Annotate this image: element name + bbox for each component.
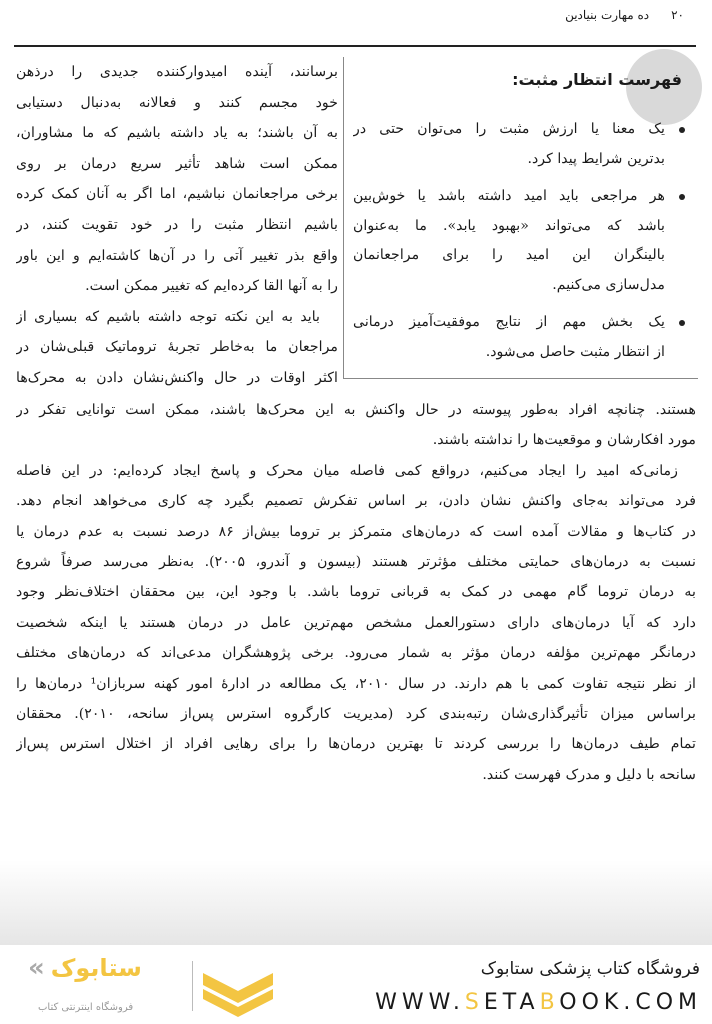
text-line: بدترین شرایط پیدا کرد.: [527, 150, 665, 167]
text-line: مراجعان ما به‌خاطر تجربهٔ تروماتیک قبلی‌شان در: [16, 339, 338, 356]
text-line: از نظر نتیجه تفاوت کمی با هم دارند. در سال ۲۰۱۰، یک مطالعه در ادارهٔ امور کهنه سربازان¹ درمان‌ها را: [16, 675, 696, 692]
header-rule: [14, 45, 696, 47]
text-line: از انتظار مثبت حاصل می‌شود.: [485, 343, 665, 360]
logo-wordmark: ستابوک: [50, 954, 142, 982]
chevrons-icon: «: [28, 953, 45, 983]
text-line: زمانی‌که امید را ایجاد می‌کنیم، درواقع کمی فاصله میان محرک و پاسخ ایجاد کرده‌ایم: در این فاصله: [16, 462, 678, 479]
text-line: مورد افکارشان و موقعیت‌ها را نداشته باشند.: [432, 432, 696, 449]
text-line: را به آنها القا کرده‌ایم که تغییر ممکن است.: [85, 278, 338, 295]
text-line: سانحه با دلیل و مدرک فهرست کنند.: [482, 766, 696, 783]
text-line: بالینگران این امید را برای مراجعانمان: [353, 247, 665, 263]
url-part: ETA: [483, 990, 540, 1015]
url-part: OOK.COM: [559, 990, 702, 1015]
text-line: اکثر اوقات در حال واکنش‌نشان دادن به محرک‌ها: [16, 369, 338, 386]
setabook-logo: [28, 951, 142, 985]
bullet-item: [353, 308, 665, 367]
text-line: خود مجسم کنند و فعالانه به‌دنبال دستیابی: [16, 94, 338, 111]
text-line: باشیم انتظار مثبت را در خود تقویت کنند، در: [16, 216, 338, 233]
shop-url[interactable]: [375, 990, 702, 1015]
text-line: تمام طیف درمان‌ها را بررسی کردند تا بهترین درمان‌ها را برای رهایی افراد از اختلال استرس پس‌از: [16, 736, 696, 753]
shop-name: فروشگاه کتاب پزشکی ستابوک: [480, 959, 700, 979]
body-text: [16, 395, 696, 790]
text-line: باید به این نکته توجه داشته باشیم که بسیاری از: [16, 308, 320, 325]
url-part: B: [539, 990, 560, 1015]
text-line: نسبت به درمان‌های حمایتی مختلف مؤثرتر هستند (بیسون و آندرو، ۲۰۰۵). به‌نظر می‌رسد صرفاً شروع: [16, 553, 696, 570]
text-line: در کتاب‌ها و مقالات آمده است که درمان‌های متمرکز بر تروما بیش‌از ۸۶ درصد نسبت به عدم درمان یا: [16, 523, 696, 540]
bullet-list: [353, 115, 665, 375]
text-line: واقع بذر تغییر آتی را در آن‌ها کاشته‌ایم و این باور: [16, 247, 338, 264]
bullet-icon: [679, 320, 685, 326]
bullet-icon: [679, 194, 685, 200]
bullet-icon: [679, 127, 685, 133]
box-title: فهرست انتظار مثبت:: [512, 70, 682, 89]
running-header: [565, 8, 684, 22]
column-text: [16, 57, 338, 394]
text-line: هر مراجعی باید امید داشته باشد یا خوش‌بین: [353, 188, 665, 204]
url-part: S: [464, 990, 484, 1015]
logo-tagline: فروشگاه اینترنتی کتاب: [38, 1002, 134, 1013]
text-line: برسانند، آینده امیدوارکننده جدیدی را درذهن: [16, 64, 338, 80]
text-line: فرد می‌تواند به‌جای واکنش نشان دادن، بر اساس تفکرش تصمیم بگیرد چه کاری می‌خواهد انجام دهد.: [16, 493, 696, 510]
bullet-item: [353, 182, 665, 300]
text-line: درمانگر مهم‌ترین مؤلفه درمان مؤثر به شمار می‌رود. برخی پژوهشگران مدعی‌اند که درمان‌های مختلف: [16, 645, 696, 662]
text-line: به درمان تروما گام مهمی در کمک به قربانی تروما باشد. با وجود این، بین محققان اختلاف‌نظر وجود: [16, 584, 696, 601]
page-number: ۲۰: [671, 8, 684, 22]
text-line: دارد که آیا درمان‌های دارای دستورالعمل مشخص مهم‌ترین عامل در درمان هستند یا اینکه شخصیت: [16, 614, 696, 631]
text-line: به آن باشند؛ به یاد داشته باشیم که ما مشاوران،: [16, 125, 338, 142]
text-line: مدل‌سازی می‌کنیم.: [552, 276, 665, 293]
text-line: باشد که می‌تواند «بهبود یابد». ما به‌عنوان: [353, 217, 665, 234]
footer-banner: [0, 945, 712, 1024]
text-line: براساس میزان تأثیرگذاری‌شان رتبه‌بندی کرد (مدیریت کارگروه استرس پس‌از سانحه، ۲۰۱۰). محققان: [16, 705, 696, 722]
running-title: ده مهارت بنیادین: [565, 8, 650, 22]
text-line: یک بخش مهم از نتایج موفقیت‌آمیز درمانی: [353, 314, 665, 330]
text-line: برخی مراجعانمان نباشیم، اما اگر به آنان کمک کرده: [16, 186, 338, 203]
text-line: یک معنا یا ارزش مثبت را می‌توان حتی در: [353, 121, 665, 137]
text-line: هستند. چنانچه افراد به‌طور پیوسته در حال واکنش به این محرک‌ها باشند، ممکن است توانایی تفکر در: [16, 402, 696, 418]
bullet-item: [353, 115, 665, 174]
url-part: WWW.: [375, 990, 465, 1015]
text-line: ممکن است شاهد تأثیر سریع درمان بر روی: [16, 155, 338, 172]
